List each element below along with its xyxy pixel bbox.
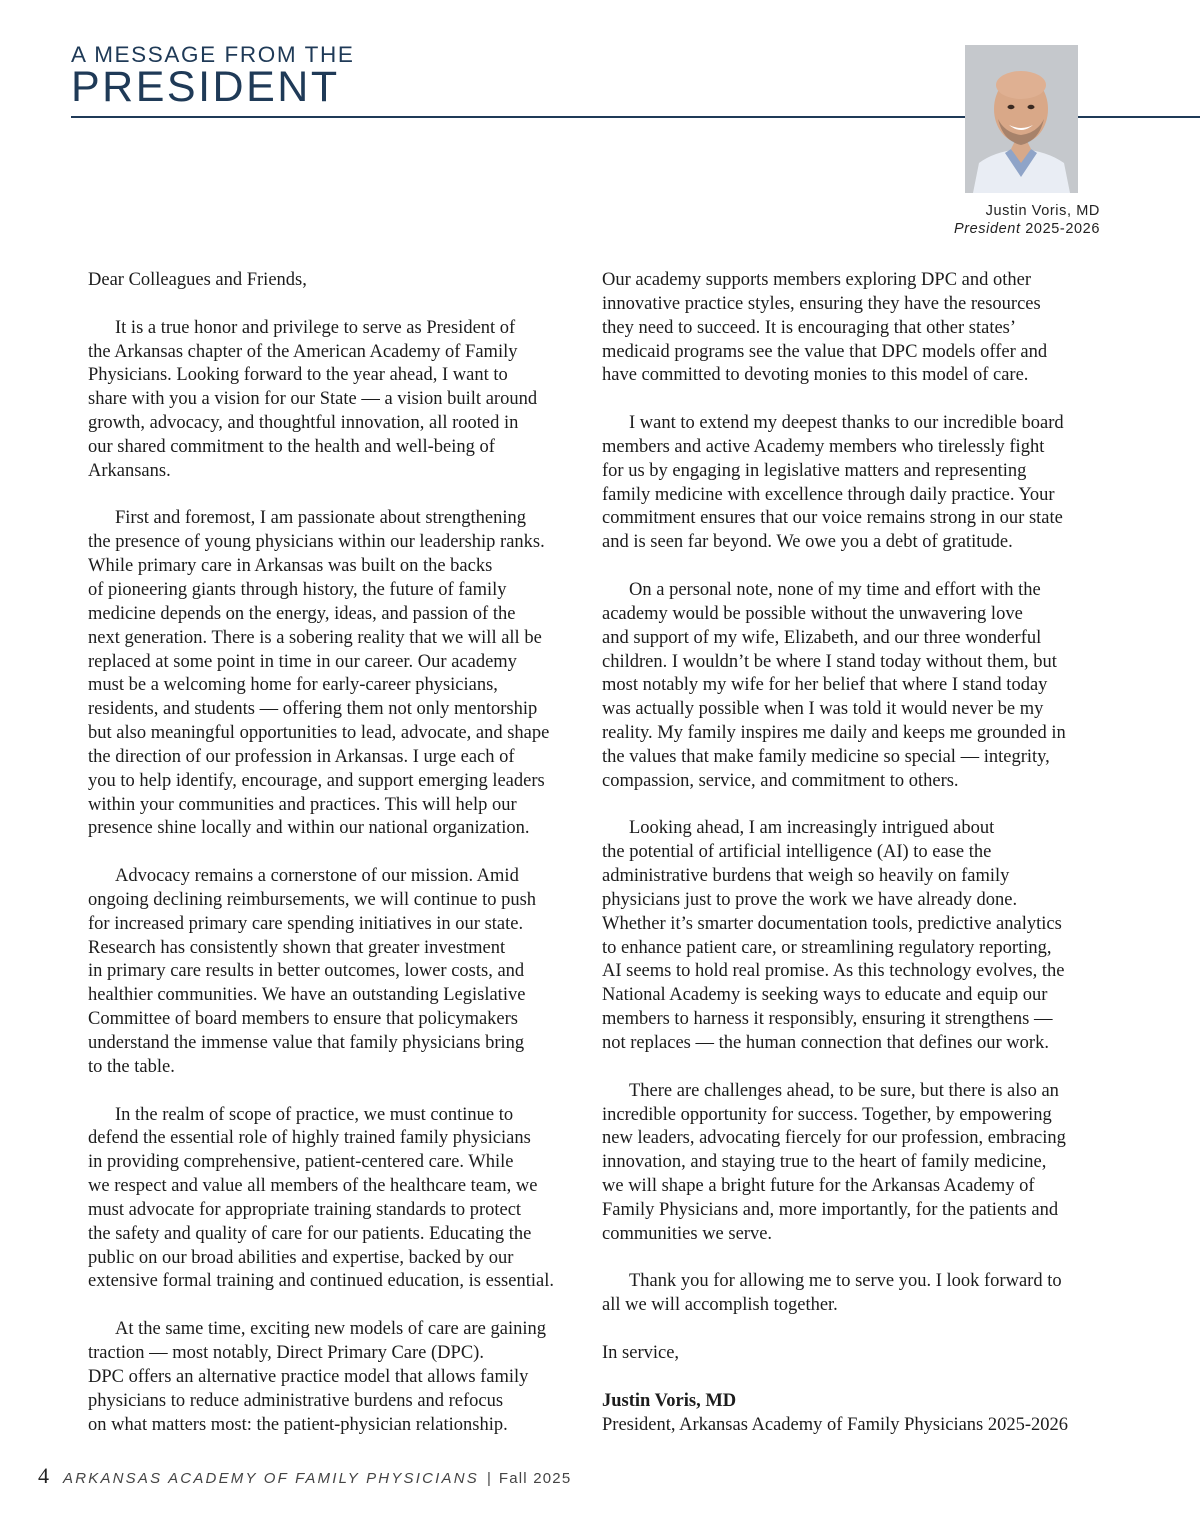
letter-paragraph: [88, 269, 588, 293]
letter-line: While primary care in Arkansas was built on the backs: [88, 556, 493, 577]
letter-line: growth, advocacy, and thoughtful innovation, all rooted in: [88, 413, 519, 434]
letter-line: must be a welcoming home for early-career physicians,: [88, 675, 498, 696]
page-number: 4: [38, 1463, 49, 1488]
letter-line: traction — most notably, Direct Primary Care (DPC).: [88, 1342, 484, 1363]
letter-paragraph: [88, 865, 588, 1080]
letter-line: public on our broad abilities and expertise, backed by our: [88, 1247, 514, 1268]
letter-line: in providing comprehensive, patient-centered care. While: [88, 1152, 514, 1173]
letter-line: AI seems to hold real promise. As this technology evolves, the: [602, 961, 1065, 982]
photo-caption: [954, 202, 1100, 238]
president-photo: [965, 45, 1078, 193]
letter-line: you to help identify, encourage, and support emerging leaders: [88, 770, 545, 791]
letter-line: have committed to devoting monies to this model of care.: [602, 365, 1029, 386]
letter-line: family medicine with excellence through daily practice. Your: [602, 484, 1055, 505]
letter-line: There are challenges ahead, to be sure, but there is also an: [629, 1080, 1059, 1101]
letter-line: Physicians. Looking forward to the year ahead, I want to: [88, 365, 508, 386]
letter-line: must advocate for appropriate training standards to protect: [88, 1199, 522, 1220]
letter-line: I want to extend my deepest thanks to our incredible board: [629, 413, 1064, 434]
caption-role: President: [953, 221, 1021, 237]
letter-line: In the realm of scope of practice, we must continue to: [115, 1104, 514, 1125]
signature-title: President, Arkansas Academy of Family Physicians 2025-2026: [602, 1414, 1069, 1435]
letter-line: Looking ahead, I am increasingly intrigued about: [629, 818, 995, 839]
letter-line: all we will accomplish together.: [602, 1295, 838, 1316]
header-kicker: A MESSAGE FROM THE: [71, 42, 355, 67]
letter-paragraph: [602, 579, 1102, 794]
letter-line: the presence of young physicians within our leadership ranks.: [88, 532, 545, 553]
letter-line: presence shine locally and within our national organization.: [88, 818, 530, 839]
letter-line: residents, and students — offering them not only mentorship: [88, 699, 538, 720]
page-title: PRESIDENT: [71, 63, 340, 111]
signature-block: [602, 1390, 1102, 1438]
letter-line: commitment ensures that our voice remains strong in our state: [602, 508, 1063, 529]
letter-line: the direction of our profession in Arkansas. I urge each of: [88, 746, 515, 767]
letter-line: communities we serve.: [602, 1223, 773, 1244]
letter-paragraph: [88, 317, 588, 484]
letter-paragraph: [88, 507, 588, 841]
letter-line: medicine depends on the energy, ideas, and passion of the: [88, 603, 516, 624]
letter-line: for increased primary care spending initiatives in our state.: [88, 913, 524, 934]
letter-line: First and foremost, I am passionate about strengthening: [115, 508, 527, 529]
letter-paragraph: [602, 817, 1102, 1055]
letter-line: ongoing declining reimbursements, we will continue to push: [88, 889, 537, 910]
letter-line: innovation, and staying true to the heart of family medicine,: [602, 1152, 1047, 1173]
letter-line: the Arkansas chapter of the American Academy of Family: [88, 341, 518, 362]
letter-line: but also meaningful opportunities to lead, advocate, and shape: [88, 723, 550, 744]
letter-line: Arkansans.: [88, 460, 171, 481]
letter-line: understand the immense value that family physicians bring: [88, 1033, 525, 1053]
letter-line: members to harness it responsibly, ensuring it strengthens —: [602, 1009, 1053, 1030]
letter-line: On a personal note, none of my time and effort with the: [629, 579, 1041, 600]
letter-line: Family Physicians and, more importantly, for the patients and: [602, 1199, 1059, 1220]
letter-line: academy would be possible without the unwavering love: [602, 603, 1023, 624]
letter-paragraph: [602, 412, 1102, 555]
president-portrait-image: [965, 45, 1078, 193]
letter-line: National Academy is seeking ways to educate and equip our: [602, 985, 1048, 1006]
page-footer: [38, 1463, 571, 1489]
letter-line: administrative burdens that weigh so heavily on family: [602, 866, 1010, 887]
letter-line: of pioneering giants through history, the future of family: [88, 579, 507, 600]
letter-line: reality. My family inspires me daily and keeps me grounded in: [602, 723, 1066, 744]
publication-name: ARKANSAS ACADEMY OF FAMILY PHYSICIANS: [63, 1470, 479, 1487]
letter-paragraph: [602, 1080, 1102, 1247]
letter-paragraph: [88, 1104, 588, 1295]
letter-column-right: [602, 269, 1102, 1461]
letter-line: physicians to reduce administrative burdens and refocus: [88, 1390, 504, 1411]
letter-line: the potential of artificial intelligence (AI) to ease the: [602, 842, 992, 863]
letter-line: In service,: [602, 1342, 680, 1363]
letter-line: It is a true honor and privilege to serve as President of: [115, 317, 516, 338]
letter-line: medicaid programs see the value that DPC models offer and: [602, 341, 1048, 362]
caption-role-line: [954, 220, 1100, 238]
issue-label: Fall 2025: [498, 1470, 572, 1487]
letter-line: Thank you for allowing me to serve you. I look forward to: [629, 1271, 1062, 1292]
letter-line: on what matters most: the patient-physician relationship.: [88, 1414, 508, 1435]
letter-line: to enhance patient care, or streamlining regulatory reporting,: [602, 937, 1052, 958]
letter-paragraph: [602, 1270, 1102, 1318]
letter-line: healthier communities. We have an outstanding Legislative: [88, 985, 526, 1006]
letter-line: in primary care results in better outcomes, lower costs, and: [88, 961, 525, 982]
letter-line: incredible opportunity for success. Together, by empowering: [602, 1104, 1052, 1125]
letter-line: next generation. There is a sobering reality that we will all be: [88, 627, 542, 648]
letter-line: the values that make family medicine so special — integrity,: [602, 746, 1050, 767]
letter-line: innovative practice styles, ensuring they have the resources: [602, 293, 1041, 314]
letter-line: we will shape a bright future for the Arkansas Academy of: [602, 1176, 1035, 1197]
letter-line: extensive formal training and continued education, is essential.: [88, 1271, 554, 1292]
letter-line: members and active Academy members who tirelessly fight: [602, 436, 1045, 457]
letter-line: new leaders, advocating fiercely for our profession, embracing: [602, 1128, 1066, 1149]
letter-line: was actually possible when I was told it would never be my: [602, 699, 1044, 720]
letter-line: physicians just to prove the work we have already done.: [602, 889, 1018, 910]
letter-line: within your communities and practices. This will help our: [88, 794, 517, 815]
letter-line: and support of my wife, Elizabeth, and our three wonderful: [602, 627, 1042, 648]
letter-line: Dear Colleagues and Friends,: [88, 270, 307, 290]
letter-line: At the same time, exciting new models of care are gaining: [115, 1319, 547, 1340]
letter-line: and is seen far beyond. We owe you a debt of gratitude.: [602, 532, 1013, 553]
letter-line: children. I wouldn’t be where I stand today without them, but: [602, 651, 1057, 672]
letter-line: not replaces — the human connection that defines our work.: [602, 1033, 1049, 1053]
letter-line: Our academy supports members exploring DPC and other: [602, 270, 1032, 290]
letter-column-left: [88, 269, 588, 1461]
letter-line: compassion, service, and commitment to others.: [602, 770, 959, 791]
caption-name: Justin Voris, MD: [985, 203, 1100, 219]
caption-term: 2025-2026: [1025, 221, 1100, 237]
letter-line: Research has consistently shown that greater investment: [88, 937, 506, 958]
letter-paragraph: [88, 1318, 588, 1437]
letter-line: the safety and quality of care for our patients. Educating the: [88, 1223, 532, 1244]
letter-paragraph: [602, 1342, 1102, 1366]
letter-line: our shared commitment to the health and well-being of: [88, 436, 495, 457]
signature-name: Justin Voris, MD: [602, 1390, 737, 1411]
letter-line: they need to succeed. It is encouraging that other states’: [602, 317, 1017, 338]
letter-line: share with you a vision for our State — a vision built around: [88, 389, 538, 410]
letter-line: DPC offers an alternative practice model that allows family: [88, 1366, 529, 1387]
letter-line: defend the essential role of highly trained family physicians: [88, 1128, 531, 1149]
letter-line: Committee of board members to ensure that policymakers: [88, 1009, 519, 1030]
letter-line: replaced at some point in time in our career. Our academy: [88, 651, 517, 672]
letter-line: we respect and value all members of the healthcare team, we: [88, 1176, 538, 1197]
letter-line: for us by engaging in legislative matters and representing: [602, 460, 1027, 481]
footer-separator: |: [486, 1470, 491, 1487]
letter-line: Advocacy remains a cornerstone of our mission. Amid: [115, 866, 519, 887]
letter-line: most notably my wife for her belief that where I stand today: [602, 675, 1048, 696]
letter-line: Whether it’s smarter documentation tools, predictive analytics: [602, 913, 1062, 934]
letter-line: to the table.: [88, 1056, 175, 1077]
letter-paragraph: [602, 269, 1102, 388]
